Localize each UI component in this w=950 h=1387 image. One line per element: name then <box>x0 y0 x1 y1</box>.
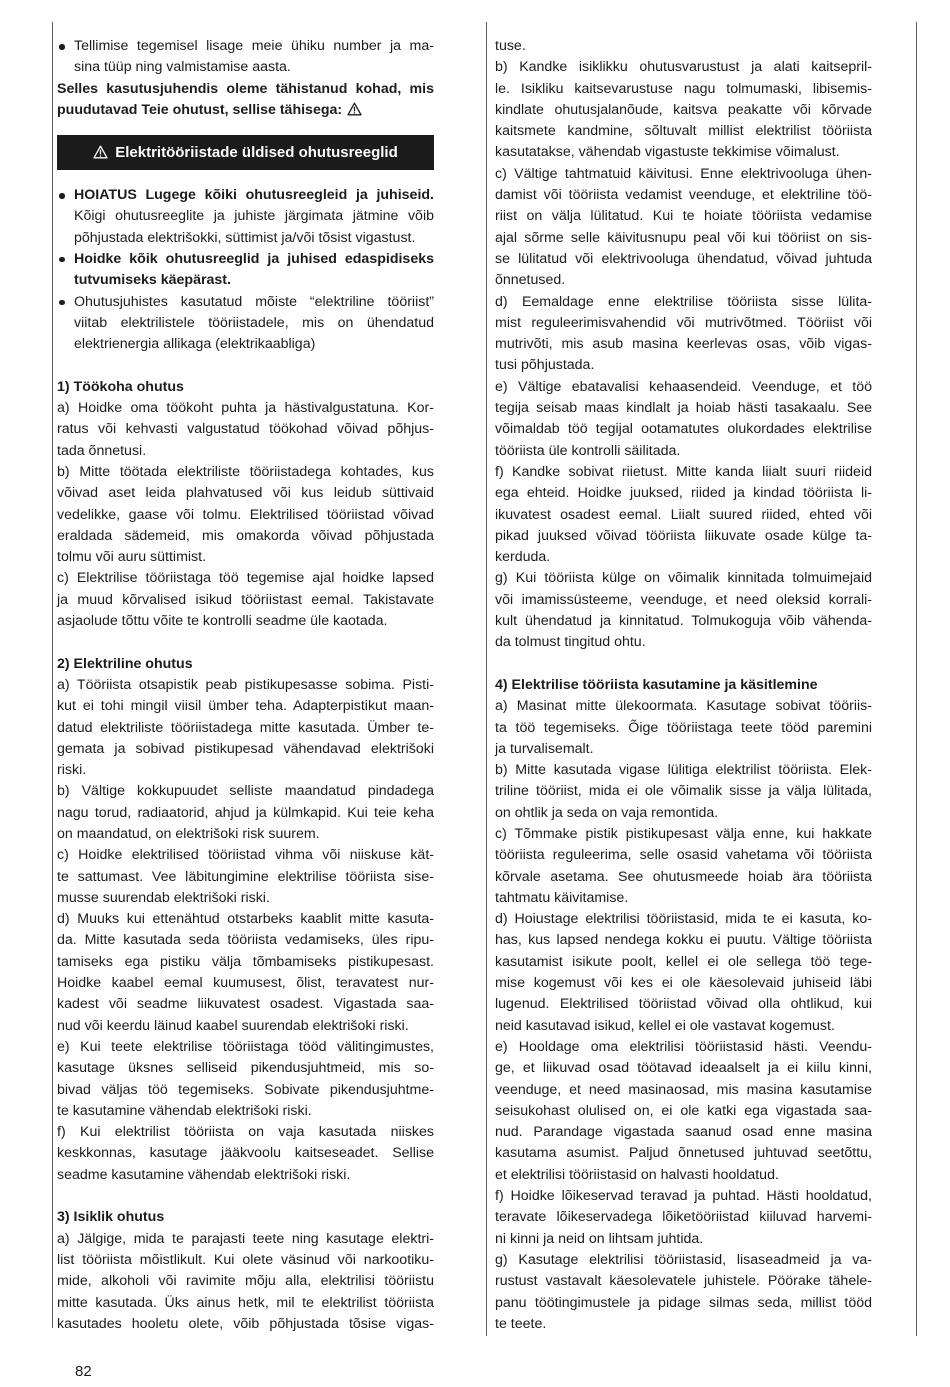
paragraph-gap <box>57 1186 434 1207</box>
text-line: mitte kasutada. Üks ainus hetk, mil te elektrilist tööriista <box>57 1294 434 1311</box>
text-line: mide, alkoholi või ravimite mõju alla, elektrilisi tööriistu <box>57 1273 434 1290</box>
text-line: lugenud. Elektrilised tööriistad võivad olla ohtlikud, kui <box>495 996 872 1013</box>
paragraph <box>495 292 872 377</box>
text-line: list tööriista mõistlikult. Kui olete väsinud või narkootiku- <box>57 1251 434 1268</box>
text-line: te kasutamine vähendab elektrišoki riski. <box>57 1102 312 1119</box>
column-rule-left <box>52 22 53 1328</box>
section-banner-title: Elektritööriistade üldised ohutusreeglid <box>115 143 398 161</box>
text-line: keskkonnas, kasutage jääkvoolu kaitseseadet. Sellise <box>57 1145 434 1162</box>
text-line: põhjustada elektrišokki, süttimist ja/või tõsist vigastust. <box>74 229 416 246</box>
text-line: asjaolude tõttu võite te kontrolli seadme üle kaotada. <box>57 613 388 630</box>
text-line: datud elektriliste tööriistadega mitte kasutada. Ümber te- <box>57 719 434 736</box>
text-line: tegija seisab maas kindlalt ja hoiab hästi tasakaalu. See <box>495 400 872 417</box>
text-line: võimaldab töö tegijal ootamatutes olukordades elektrilise <box>495 421 872 438</box>
paragraph-gap <box>57 355 434 376</box>
text-line: tamiseks ega pistiku välja tõmbamiseks pistikupesast. <box>57 953 434 970</box>
text-line: kasutama asumist. Paljud õnnetused juhtuvad seetõttu, <box>495 1145 872 1162</box>
text-line: tööriista üle kontrolli säilitada. <box>495 442 681 459</box>
paragraph <box>495 377 872 462</box>
text-line: Hoidke kõik ohutusreeglid ja juhised edaspidiseks <box>74 250 434 267</box>
text-line <box>57 100 434 121</box>
text-line: on maandatud, on elektrišoki risk suurem. <box>57 825 320 842</box>
paragraph <box>495 164 872 292</box>
text-line: ikuvatest osadest eemal. Liialt suured riided, ehted või <box>495 506 872 523</box>
text-line: a) Jälgige, mida te parajasti teete ning kasutage elektri- <box>57 1230 434 1247</box>
bullet-icon <box>59 44 65 50</box>
paragraph <box>57 845 434 909</box>
text-line: b) Kandke isiklikku ohutusvarustust ja alati kaitsepril- <box>495 59 872 76</box>
section-heading: 2) Elektriline ohutus <box>57 655 193 672</box>
text-line: e) Vältige ebatavalisi kehaasendeid. Veenduge, et töö <box>495 378 872 395</box>
text-line: kasutatakse, vähendab vigastuste tekkimise võimalust. <box>495 144 840 161</box>
text-line: e) Kui teete elektrilise tööriistaga tööd välitingimustes, <box>57 1038 434 1055</box>
paragraph <box>57 1229 434 1335</box>
text-line: tolmu või auru süttimist. <box>57 549 207 566</box>
paragraph <box>57 398 434 462</box>
text-line: ja turvalisemalt. <box>495 740 594 757</box>
text-line: kut ei tohi mingil viisil ümber teha. Adapterpistikut maan- <box>57 698 434 715</box>
text-line: viitab elektrilistele tööriistadele, mis on ühendatud <box>74 314 434 331</box>
text-line: b) Mitte kasutada vigase lülitiga elektrilist tööriista. Elek- <box>495 762 872 779</box>
text-line: tahtmatu käivitamise. <box>495 889 629 906</box>
text-line: seisukohast olulised on, ei ole katki ega vigastada saa- <box>495 1102 872 1119</box>
text-line: ge, et liikuvad osad töötavad ideaalselt ja ei kiilu kinni, <box>495 1060 872 1077</box>
text-line: Selles kasutusjuhendis oleme tähistanud kohad, mis <box>57 80 434 97</box>
text-line: või imamissüsteeme, veenduge, et need oleksid korrali- <box>495 591 872 608</box>
text-line: c) Hoidke elektrilised tööriistad vihma või niiskuse kät- <box>57 847 434 864</box>
text-line: te teete. <box>495 1315 547 1332</box>
text-line: kaitsmete kandmine, sõltuvalt millist elektrilist tööriista <box>495 123 872 140</box>
text-line: tusi põhjustada. <box>495 357 595 374</box>
text-line-content: puudutavad Teie ohutust, sellise tähisega: <box>57 101 343 118</box>
text-line: tada õnnetusi. <box>57 442 147 459</box>
text-line: gemata ja sobivad pistikupesad vähendavad elektrišoki <box>57 740 434 757</box>
text-line: Tellimise tegemisel lisage meie ühiku number ja ma- <box>74 38 434 54</box>
text-line: le. Isikliku kaitsevarustuse nagu tolmumaski, libisemis- <box>495 80 872 97</box>
paragraph <box>57 1122 434 1186</box>
text-line: bivad väljas töö tegemiseks. Sobivate pikendusjuhtme- <box>57 1081 434 1098</box>
text-line: mist reguleerimisvahendid või mutrivõtmed. Tööriist või <box>495 314 872 331</box>
text-line: panu töötingimustele ja pidage silmas seda, millist tööd <box>495 1294 872 1311</box>
text-line: kõrvale asetama. See ohutusmeede hoiab ära tööriista <box>495 868 872 885</box>
text-line: damist või tööriista vedamist veenduge, et elektriline töö- <box>495 187 872 204</box>
text-line: nud või keerdu läinud kaabel suurendab elektrišoki riski. <box>57 1017 409 1034</box>
paragraph <box>57 79 434 122</box>
text-line: d) Muuks kui ettenähtud otstarbeks kaablit mitte kasuta- <box>57 911 434 928</box>
text-line: c) Vältige tahtmatuid käivitusi. Enne elektrivooluga ühen- <box>495 165 872 182</box>
paragraph <box>57 909 434 1037</box>
text-line: ajal sõrme selle käivitusnupu peal või kui tööriist on sis- <box>495 229 872 246</box>
paragraph <box>495 1037 872 1186</box>
text-line: g) Kui tööriista külge on võimalik kinnitada tolmuimejaid <box>495 570 872 587</box>
text-line: eraldada sädemeid, mis omakorda võivad põhjustada <box>57 527 434 544</box>
text-line: ni kinni ja neid on lihtsam juhtida. <box>495 1230 704 1247</box>
text-line: d) Eemaldage enne elektrilise tööriista sisse lülita- <box>495 293 872 310</box>
text-line: ega ehteid. Hoidke juuksed, riided ja kindad tööriista li- <box>495 485 872 502</box>
text-line: mise kogemust või kes ei ole käesolevaid juhiseid läbi <box>495 975 872 992</box>
paragraph <box>57 1037 434 1122</box>
text-line: has, kus lapsed nendega kokku ei puutu. Vältige tööriista <box>495 932 872 949</box>
text-line: Kõigi ohutusreeglite ja juhiste järgimata jätmine võib <box>74 208 434 225</box>
text-line: g) Kasutage elektrilisi tööriistasid, lisaseadmeid ja va- <box>495 1251 872 1268</box>
text-line: e) Hooldage oma elektrilisi tööriistasid hästi. Veendu- <box>495 1038 872 1055</box>
column-rule-middle <box>486 22 487 1336</box>
text-line: f) Hoidke lõikeservad teravad ja puhtad. Hästi hooldatud, <box>495 1188 872 1205</box>
text-line: seadme kasutamine vähendab elektrišoki riski. <box>57 1166 351 1183</box>
text-line: triline tööriist, mida ei ole võimalik sisse ja välja lülitada, <box>495 783 872 800</box>
paragraph <box>495 36 872 57</box>
text-line: mutrivõti, mis asub masina keerlevas osas, võib vigas- <box>495 336 872 353</box>
text-line: tuse. <box>495 38 526 54</box>
text-line: kadest või seadme liikuvatest osadest. Vigastada saa- <box>57 996 434 1013</box>
text-line: f) Kandke sobivat riietust. Mitte kanda liialt suuri riideid <box>495 463 872 480</box>
text-line: neid kasutavad isikud, kellel ei ole vastavat kogemust. <box>495 1017 835 1034</box>
paragraph <box>495 462 872 568</box>
text-line: HOIATUS Lugege kõiki ohutusreegleid ja juhiseid. <box>74 187 434 204</box>
text-line: rustust vastavalt käesolevatele juhistele. Pöörake tähele- <box>495 1273 872 1290</box>
paragraph <box>495 1186 872 1250</box>
text-line: ratus või kehvasti valgustatud töökohad võivad põhjus- <box>57 421 434 438</box>
text-line: sina tüüp ning valmistamise aasta. <box>74 59 291 76</box>
left-column <box>57 36 434 1335</box>
warning-icon <box>347 102 362 116</box>
text-line: kasutage üksnes selliseid pikendusjuhtmeid, mis so- <box>57 1060 434 1077</box>
text-line: õnnetused. <box>495 272 566 289</box>
text-line: tööriista reguleerima, selle osasid vahetama või tööriista <box>495 847 872 864</box>
text-line: da tolmust tingitud ohtu. <box>495 634 646 651</box>
text-line: veenduge, et need masinaosad, mis masina kasutamise <box>495 1081 872 1098</box>
text-line: riist on välja lülitatud. Kui te hoiate tööriista vedamise <box>495 208 872 225</box>
text-line: elektrienergia allikaga (elektrikaabliga) <box>74 336 316 353</box>
text-line: a) Hoidke oma töökoht puhta ja hästivalgustatuna. Kor- <box>57 400 434 417</box>
text-line: da. Mitte kasutada seda tööriista vedamiseks, üles ripu- <box>57 932 434 949</box>
paragraph <box>495 696 872 760</box>
paragraph <box>495 568 872 653</box>
text-line: kasutades hooletu olete, võib põhjustada tõsise vigas- <box>57 1315 434 1332</box>
right-column <box>495 36 872 1335</box>
text-line: on ohtlik ja seda on vaja remontida. <box>495 804 719 821</box>
text-line: se lülitatud või elektrivooluga ühendatud, võivad juhtuda <box>495 250 872 267</box>
paragraph <box>57 462 434 568</box>
text-line: f) Kui elektrilist tööriista on vaja kasutada niiskes <box>57 1124 434 1141</box>
text-line: võivad aset leida plahvatused või kus leidub süttivaid <box>57 485 434 502</box>
text-line: vedelikke, gaase või tolmu. Elektrilised tööriistad võivad <box>57 506 434 523</box>
text-line: b) Vältige kokkupuudet selliste maandatud pindadega <box>57 783 434 800</box>
text-line: musse suurendab elektrišoki riski. <box>57 889 270 906</box>
text-line: ja muud kõrvalised isikud tööriistast eemal. Takistavate <box>57 591 434 608</box>
paragraph <box>57 781 434 845</box>
text-line: ta töö tegemiseks. Õige tööriistaga teete tööd paremini <box>495 719 872 736</box>
text-line: c) Elektrilise tööriistaga töö tegemise ajal hoidke lapsed <box>57 570 434 587</box>
bullet-icon <box>59 300 65 306</box>
text-line: a) Tööriista otsapistik peab pistikupesasse sobima. Pisti- <box>57 676 434 693</box>
text-line: teravate lõikeservadega lõiketööriistad kiiluvad harvemi- <box>495 1209 872 1226</box>
warning-icon <box>93 145 108 159</box>
text-line: nagu torud, radiaatorid, ahjud ja külmkapid. Kui teie keha <box>57 804 434 821</box>
section-heading: 4) Elektrilise tööriista kasutamine ja käsitlemine <box>495 676 818 693</box>
text-line: kindlate ohutusjalanõude, kaitsva peakatte või kõrvade <box>495 101 872 118</box>
bullet-item <box>57 249 434 292</box>
paragraph <box>495 909 872 1037</box>
page-number: 82 <box>75 1363 92 1380</box>
text-line: te sattumast. Vee läbitungimine elektrilise tööriista sise- <box>57 868 434 885</box>
bullet-item <box>57 292 434 356</box>
paragraph <box>495 760 872 824</box>
paragraph <box>57 675 434 781</box>
text-line: Ohutusjuhistes kasutatud mõiste “elektriline tööriist” <box>74 293 434 310</box>
text-line: kult ühendatud ja kinnitatud. Tolmukoguja võib vähenda- <box>495 613 872 630</box>
column-rule-right <box>916 22 917 1336</box>
text-line: Hoidke kaabel eemal kuumusest, õlist, teravatest nur- <box>57 975 434 992</box>
text-line: c) Tõmmake pistik pistikupesast välja enne, kui hakkate <box>495 825 872 842</box>
text-line: b) Mitte töötada elektriliste tööriistadega kohtades, kus <box>57 463 434 480</box>
text-line: et elektrilisi tööriistasid on halvasti hooldatud. <box>495 1166 779 1183</box>
paragraph-gap <box>495 654 872 675</box>
section-heading: 1) Töökoha ohutus <box>57 378 184 395</box>
text-line: nud. Parandage vigastada saanud osad enne masina <box>495 1124 872 1141</box>
paragraph <box>495 1250 872 1335</box>
text-line: a) Masinat mitte ülekoormata. Kasutage sobivat tööriis- <box>495 698 872 715</box>
text-line: d) Hoiustage elektrilisi tööriistasid, mida te ei kasuta, ko- <box>495 911 872 928</box>
bullet-icon <box>59 257 65 263</box>
text-line: pikad juuksed võivad tööriista liikuvate osade külge ta- <box>495 527 872 544</box>
paragraph-gap <box>57 632 434 653</box>
text-line: kerduda. <box>495 549 551 566</box>
paragraph <box>57 568 434 632</box>
section-banner <box>57 135 434 170</box>
section-heading: 3) Isiklik ohutus <box>57 1209 165 1226</box>
bullet-icon <box>59 193 65 199</box>
text-line: kasutamist isikute poolt, kellel ei ole sellega töö tege- <box>495 953 872 970</box>
text-line: tutvumiseks käepärast. <box>74 272 231 289</box>
paragraph <box>495 57 872 163</box>
text-line: riski. <box>57 762 87 779</box>
bullet-item <box>57 185 434 249</box>
paragraph <box>495 824 872 909</box>
bullet-item <box>57 36 434 79</box>
